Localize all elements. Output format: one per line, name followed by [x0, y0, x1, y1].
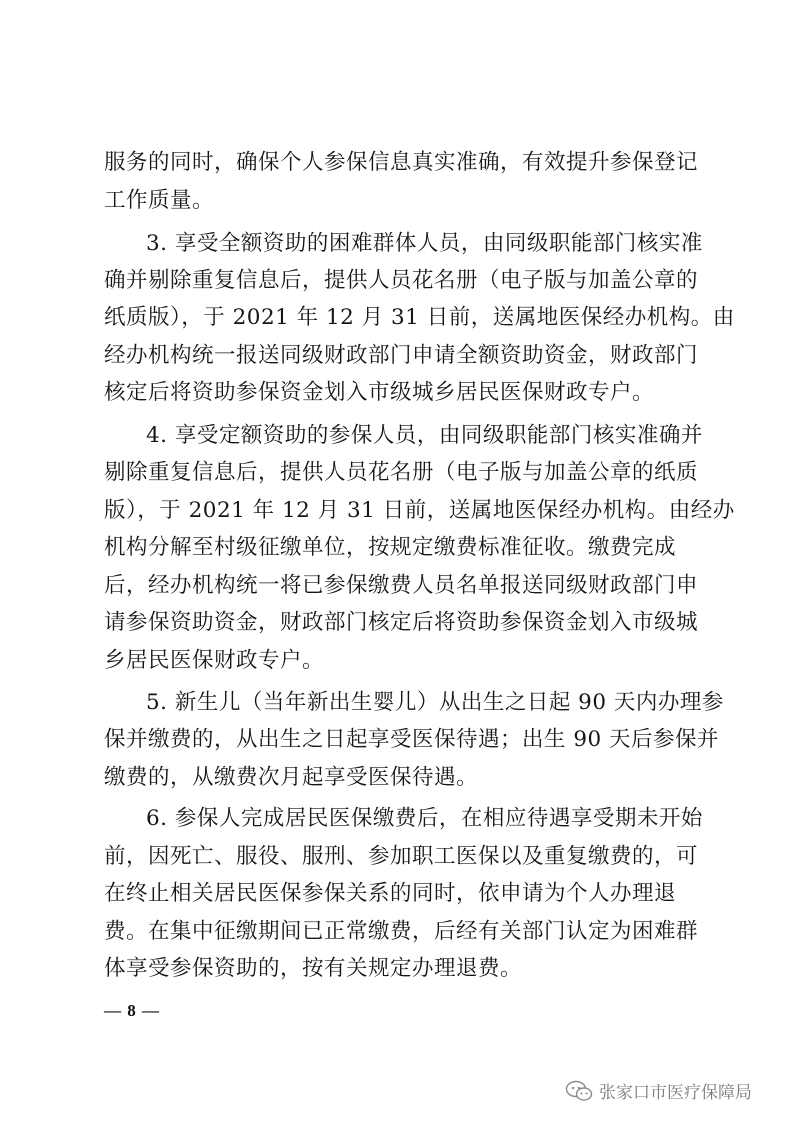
text-line: 确并剔除重复信息后，提供人员花名册（电子版与加盖公章的 [104, 268, 699, 293]
text-line: 机构分解至村级征缴单位，按规定缴费标准征收。缴费完成 [104, 535, 677, 560]
text-line: 乡居民医保财政专户。 [104, 648, 325, 673]
text-line: 5. 新生儿（当年新出生婴儿）从出生之日起 90 天内办理参 [146, 690, 724, 715]
text-line: 经办机构统一报送同级财政部门申请全额资助资金，财政部门 [104, 343, 699, 368]
text-line: 在终止相关居民医保参保关系的同时，依申请为个人办理退 [104, 881, 677, 906]
text-line: 保并缴费的，从出生之日起享受医保待遇；出生 90 天后参保并 [104, 727, 720, 752]
text-line: 工作质量。 [104, 188, 215, 213]
text-line: 剔除重复信息后，提供人员花名册（电子版与加盖公章的纸质 [104, 460, 699, 485]
watermark [565, 1078, 752, 1103]
text-line: 3. 享受全额资助的困难群体人员，由同级职能部门核实准 [146, 231, 703, 256]
text-line: 纸质版），于 2021 年 12 月 31 日前，送属地医保经办机构。由 [104, 305, 735, 330]
page-number: — 8 — [104, 1001, 160, 1020]
wechat-icon [565, 1080, 593, 1102]
watermark-text: 张家口市医疗保障局 [599, 1083, 752, 1103]
text-line: 版），于 2021 年 12 月 31 日前，送属地医保经办机构。由经办 [104, 498, 735, 523]
text-line: 服务的同时，确保个人参保信息真实准确，有效提升参保登记 [104, 150, 699, 175]
text-line: 请参保资助资金，财政部门核定后将资助参保资金划入市级城 [104, 610, 699, 635]
text-line: 4. 享受定额资助的参保人员，由同级职能部门核实准确并 [146, 423, 703, 448]
text-line: 后，经办机构统一将已参保缴费人员名单报送同级财政部门申 [104, 573, 699, 598]
text-line: 前，因死亡、服役、服刑、参加职工医保以及重复缴费的，可 [104, 844, 699, 869]
text-line: 体享受参保资助的，按有关规定办理退费。 [104, 956, 523, 981]
text-line: 6. 参保人完成居民医保缴费后，在相应待遇享受期未开始 [146, 806, 703, 831]
text-line: 缴费的，从缴费次月起享受医保待遇。 [104, 765, 479, 790]
text-line: 费。在集中征缴期间已正常缴费，后经有关部门认定为困难群 [104, 919, 699, 944]
text-line: 核定后将资助参保资金划入市级城乡居民医保财政专户。 [104, 380, 655, 405]
